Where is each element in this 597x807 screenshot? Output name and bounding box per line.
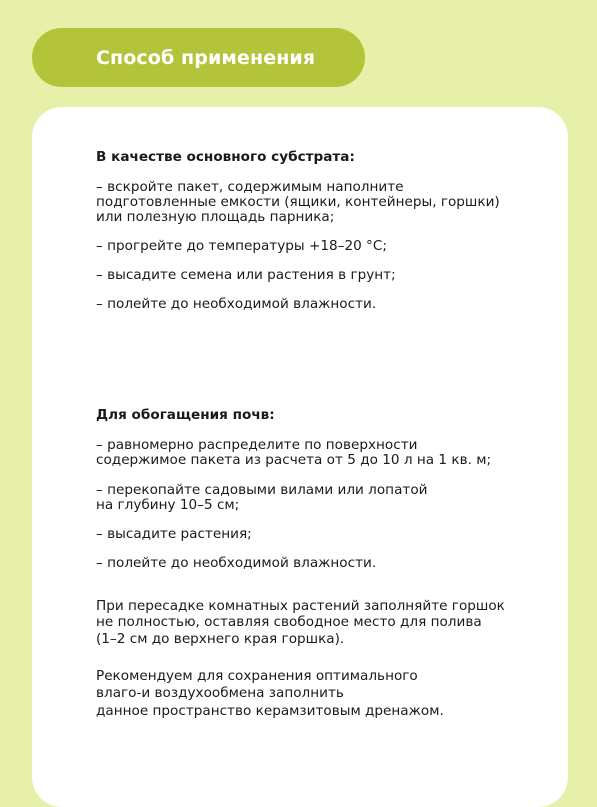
drainage-note-line-3: данное пространство керамзитовым дренажом.	[96, 703, 444, 719]
substrate-step-1-line-1: – вскройте пакет, содержимым наполните	[96, 179, 404, 195]
soil-step-2-line-2: на глубину 10–5 см;	[96, 497, 240, 513]
soil-enrichment-heading: Для обогащения почв:	[96, 407, 275, 423]
substrate-step-4: – полейте до необходимой влажности.	[96, 296, 377, 312]
soil-step-1-line-1: – равномерно распределите по поверхности	[96, 437, 418, 453]
substrate-step-1-line-3: или полезную площадь парника;	[96, 209, 335, 225]
substrate-step-2: – прогрейте до температуры +18–20 °С;	[96, 238, 387, 254]
repotting-note-line-3: (1–2 см до верхнего края горшка).	[96, 631, 345, 647]
substrate-heading: В качестве основного субстрата:	[96, 149, 355, 165]
soil-step-4: – полейте до необходимой влажности.	[96, 555, 377, 571]
soil-step-2-line-1: – перекопайте садовыми вилами или лопатой	[96, 482, 428, 498]
soil-step-3: – высадите растения;	[96, 526, 252, 542]
substrate-step-3: – высадите семена или растения в грунт;	[96, 267, 396, 283]
section-header-pill	[32, 28, 365, 87]
drainage-note-line-1: Рекомендуем для сохранения оптимального	[96, 668, 418, 684]
substrate-step-1-line-2: подготовленные емкости (ящики, контейнеры, горшки)	[96, 194, 500, 210]
section-title: Способ применения	[96, 46, 316, 69]
repotting-note-line-1: При пересадке комнатных растений заполняйте горшок	[96, 598, 505, 614]
drainage-note-line-2: влаго-и воздухообмена заполнить	[96, 685, 344, 701]
soil-step-1-line-2: содержимое пакета из расчета от 5 до 10 л на 1 кв. м;	[96, 452, 492, 468]
repotting-note-line-2: не полностью, оставляя свободное место для полива	[96, 614, 482, 630]
